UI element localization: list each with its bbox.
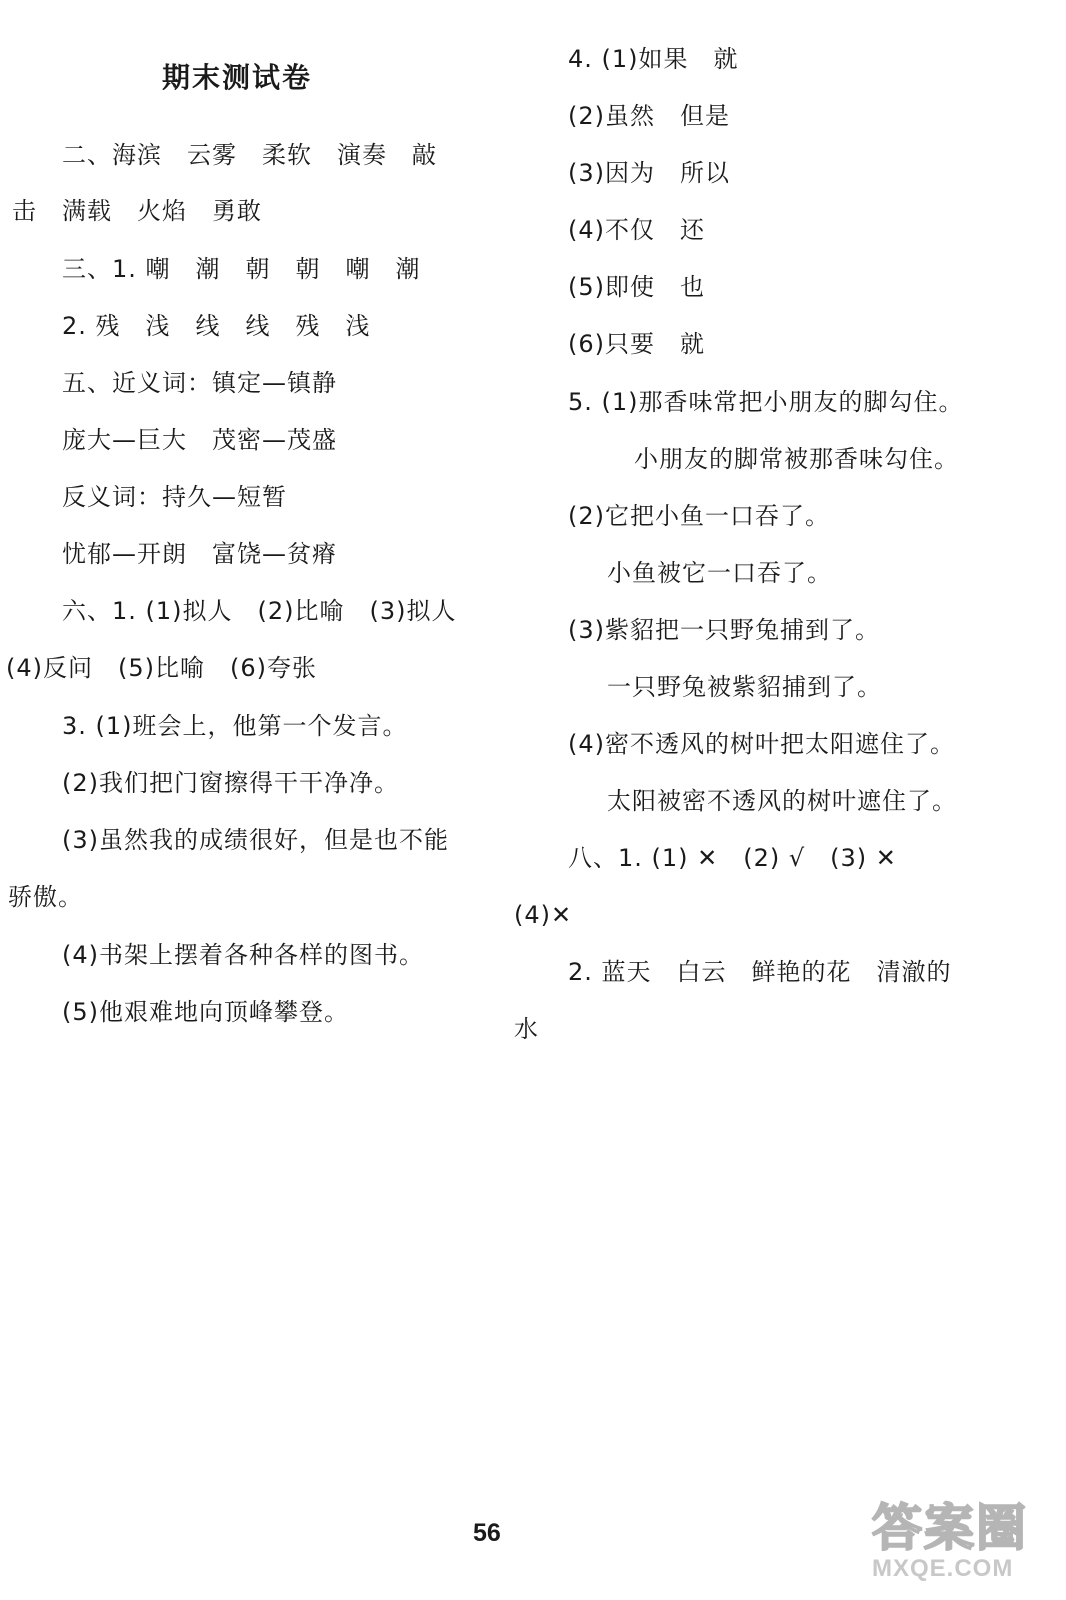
answer-line: (2)虽然 但是 (568, 102, 730, 130)
answer-line: (4)书架上摆着各种各样的图书。 (62, 941, 424, 969)
answer-line: 六、1. (1)拟人 (2)比喻 (3)拟人 (62, 597, 457, 625)
watermark-logo (872, 1500, 1062, 1596)
answer-line: (4)不仅 还 (568, 216, 705, 244)
answer-line: 五、近义词：镇定—镇静 (62, 369, 337, 397)
answer-line: 二、海滨 云雾 柔软 演奏 敲 (62, 141, 437, 169)
answer-line: 骄傲。 (8, 883, 83, 911)
answer-line: 太阳被密不透风的树叶遮住了。 (607, 787, 957, 815)
page-title: 期末测试卷 (162, 61, 313, 94)
answer-line: 4. (1)如果 就 (568, 45, 739, 73)
answer-line: 水 (514, 1015, 539, 1043)
answer-line: 2. 残 浅 线 线 残 浅 (62, 312, 371, 340)
answer-line: (5)即使 也 (568, 273, 705, 301)
answer-line: 2. 蓝天 白云 鲜艳的花 清澈的 (568, 958, 952, 986)
answer-line: (3)紫貂把一只野兔捕到了。 (568, 616, 880, 644)
answer-line: 八、1. (1) ✕ (2) √ (3) ✕ (568, 844, 897, 872)
answer-line: 小朋友的脚常被那香味勾住。 (634, 445, 959, 473)
answer-line: (4)✕ (514, 901, 573, 929)
answer-line: 庞大—巨大 茂密—茂盛 (62, 426, 337, 454)
answer-line: (3)因为 所以 (568, 159, 730, 187)
watermark-text: 答案圈 (872, 1499, 1028, 1557)
answer-line: 击 满载 火焰 勇敢 (12, 197, 262, 225)
answer-line: (4)反问 (5)比喻 (6)夸张 (6, 654, 317, 682)
page-number: 56 (473, 1519, 501, 1547)
answer-line: (4)密不透风的树叶把太阳遮住了。 (568, 730, 955, 758)
answer-line: 5. (1)那香味常把小朋友的脚勾住。 (568, 388, 964, 416)
answer-line: 忧郁—开朗 富饶—贫瘠 (62, 540, 337, 568)
watermark-url: MXQE.COM (872, 1555, 1014, 1582)
answer-line: 小鱼被它一口吞了。 (607, 559, 832, 587)
answer-line: (2)它把小鱼一口吞了。 (568, 502, 830, 530)
answer-line: (6)只要 就 (568, 330, 705, 358)
answer-line: 三、1. 嘲 潮 朝 朝 嘲 潮 (62, 255, 421, 283)
answer-line: (5)他艰难地向顶峰攀登。 (62, 998, 349, 1026)
answer-line: (2)我们把门窗擦得干干净净。 (62, 769, 399, 797)
answer-line: 一只野兔被紫貂捕到了。 (607, 673, 882, 701)
answer-line: 3. (1)班会上，他第一个发言。 (62, 712, 408, 740)
answer-line: 反义词：持久—短暂 (62, 483, 287, 511)
answer-line: (3)虽然我的成绩很好，但是也不能 (62, 826, 449, 854)
